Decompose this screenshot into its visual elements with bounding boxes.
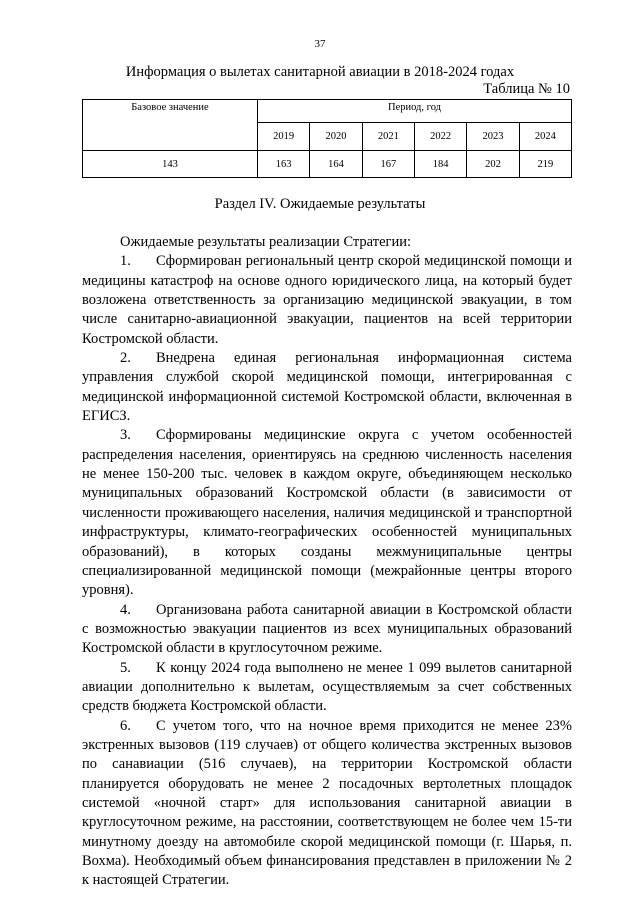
- results-body: [82, 233, 572, 891]
- value-cell: 184: [414, 151, 466, 178]
- base-value-cell: 143: [83, 151, 258, 178]
- item-text: Организована работа санитарной авиации в Костромской области с возможностью эвакуации пациентов из всех муниципальных образований Костромской области в круглосуточном режиме.: [82, 601, 572, 657]
- result-item-2: [82, 349, 572, 426]
- value-cell: 167: [362, 151, 414, 178]
- value-cell: 219: [519, 151, 571, 178]
- item-text: С учетом того, что на ночное время приходится не менее 23% экстренных вызовов (119 случаев) от общего количества экстренных вызовов по санавиации (516 случаев), на территории Костромской области планируется оборудовать не менее 2 посадочных вертолетных площадок системой «ночной старт» для использования санитарной авиации в круглосуточном режиме, на расстоянии, соответствующем не более чем 15-ти минутному доезду на автомобиле скорой медицинской помощи (г. Шарья, п. Вохма). Необходимый объем финансирования представлен в приложении № 2 к настоящей Стратегии.: [82, 717, 572, 889]
- result-item-4: [82, 601, 572, 659]
- table-caption: Информация о вылетах санитарной авиации в 2018-2024 годах: [125, 64, 515, 80]
- year-cell: 2024: [519, 123, 571, 151]
- section-title: Раздел IV. Ожидаемые результаты: [214, 196, 426, 212]
- table-label: Таблица № 10: [483, 81, 570, 97]
- header-period: Период, год: [258, 100, 572, 123]
- item-text: Сформирован региональный центр скорой медицинской помощи и медицины катастроф на основе одного юридического лица, на который будет возложена ответственность за организацию медицинской эвакуации, в том числе санитарно-авиационной эвакуации, пациентов на всей территории Костромской области.: [82, 253, 572, 347]
- value-cell: 202: [467, 151, 519, 178]
- year-cell: 2020: [310, 123, 362, 151]
- result-item-3: [82, 426, 572, 600]
- value-cell: 164: [310, 151, 362, 178]
- item-number: 4.: [120, 601, 131, 618]
- item-text: К концу 2024 года выполнено не менее 1 099 вылетов санитарной авиации дополнительно к вылетам, осуществляемым за счет собственных средств бюджета Костромской области.: [82, 659, 572, 715]
- item-number: 3.: [120, 427, 131, 444]
- header-base-value: Базовое значение: [83, 100, 258, 151]
- result-item-6: [82, 717, 572, 891]
- item-number: 6.: [120, 717, 131, 734]
- item-number: 5.: [120, 659, 131, 676]
- year-cell: 2023: [467, 123, 519, 151]
- item-number: 1.: [120, 253, 131, 270]
- item-text: Внедрена единая региональная информационная система управления службой скорой медицинской помощи, интегрированная с медицинской информационной системой Костромской области, включенная в ЕГИСЗ.: [82, 350, 572, 425]
- item-text: Сформированы медицинские округа с учетом особенностей распределения населения, ориентируясь на среднюю численность населения не менее 150-200 тыс. человек в каждом округе, объединяющем несколько муниципальных образований Костромской области (в зависимости от численности проживающего населения, наличия медицинской и транспортной инфраструктуры, климато-географических особенностей муниципальных образований), в которых созданы межмуниципальные центры специализированной медицинской помощи (межрайонные центры второго уровня).: [82, 427, 572, 599]
- year-cell: 2021: [362, 123, 414, 151]
- year-cell: 2019: [258, 123, 310, 151]
- flights-table: [82, 99, 572, 178]
- result-item-1: [82, 252, 572, 349]
- year-cell: 2022: [414, 123, 466, 151]
- intro-paragraph: Ожидаемые результаты реализации Стратегии:: [120, 234, 412, 250]
- result-item-5: [82, 659, 572, 717]
- value-cell: 163: [258, 151, 310, 178]
- item-number: 2.: [120, 350, 131, 367]
- page-number: 37: [314, 38, 326, 50]
